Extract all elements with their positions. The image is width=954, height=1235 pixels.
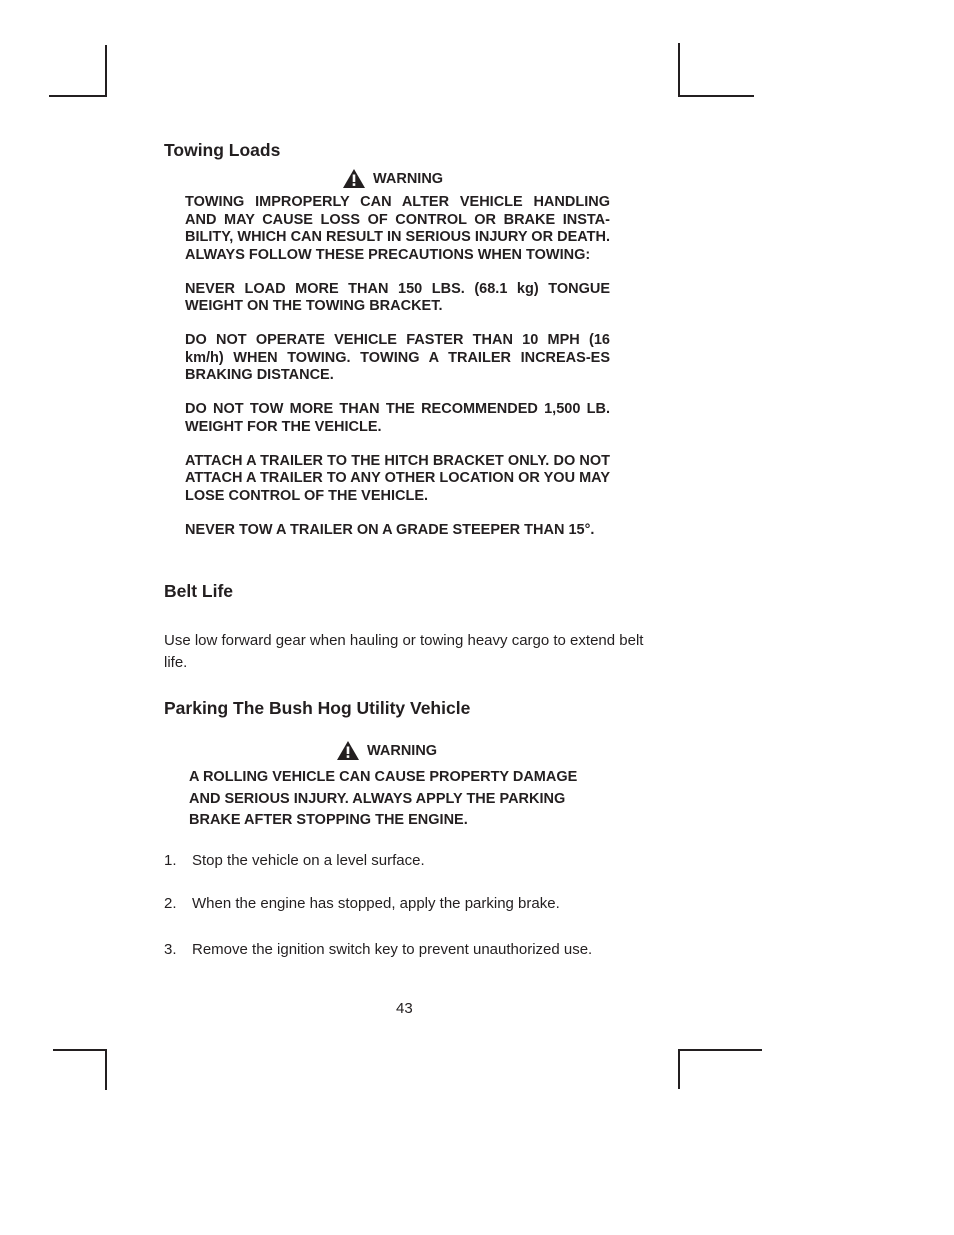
crop-mark-top-right-vertical: [678, 43, 680, 97]
step-number: 3.: [164, 941, 177, 958]
warning-triangle-icon: [337, 741, 359, 760]
towing-warning-title: [343, 169, 443, 188]
list-item: [164, 895, 560, 912]
step-number: 1.: [164, 852, 177, 869]
warning-paragraph: ATTACH A TRAILER TO THE HITCH BRACKET ONLY. DO NOT ATTACH A TRAILER TO ANY OTHER LOCATION OR YOU MAY LOSE CONTROL OF THE VEHICLE.: [185, 452, 610, 504]
parking-heading: Parking The Bush Hog Utility Vehicle: [164, 698, 471, 718]
crop-mark-bottom-left-horizontal: [53, 1049, 107, 1051]
warning-paragraph: NEVER LOAD MORE THAN 150 LBS. (68.1 kg) TONGUE WEIGHT ON THE TOWING BRACKET.: [185, 280, 610, 314]
warning-paragraph: TOWING IMPROPERLY CAN ALTER VEHICLE HANDLING AND MAY CAUSE LOSS OF CONTROL OR BRAKE INSTA-BILITY, WHICH CAN RESULT IN SERIOUS INJURY OR DEATH. ALWAYS FOLLOW THESE PRECAUTIONS WHEN TOWING:: [185, 194, 610, 263]
crop-mark-bottom-left-vertical: [105, 1049, 107, 1090]
warning-paragraph: DO NOT TOW MORE THAN THE RECOMMENDED 1,500 LB. WEIGHT FOR THE VEHICLE.: [185, 401, 610, 435]
belt-life-text: Use low forward gear when hauling or towing heavy cargo to extend belt life.: [164, 632, 644, 671]
warning-paragraph: A ROLLING VEHICLE CAN CAUSE PROPERTY DAMAGE AND SERIOUS INJURY. ALWAYS APPLY THE PARKING BRAKE AFTER STOPPING THE ENGINE.: [189, 769, 578, 828]
step-text: Stop the vehicle on a level surface.: [192, 852, 425, 869]
crop-mark-top-right-horizontal: [678, 95, 754, 97]
belt-life-heading: Belt Life: [164, 581, 234, 601]
list-item: [164, 852, 425, 869]
parking-warning-title: [337, 741, 437, 760]
crop-mark-top-left-horizontal: [49, 95, 107, 97]
parking-warning-text: [189, 767, 611, 832]
crop-mark-top-left-vertical: [105, 45, 107, 97]
warning-paragraph: NEVER TOW A TRAILER ON A GRADE STEEPER THAN 15°.: [185, 521, 595, 538]
warning-label: WARNING: [373, 170, 444, 187]
crop-mark-bottom-right-vertical: [678, 1049, 680, 1089]
list-item: [164, 941, 592, 958]
warning-label: WARNING: [367, 742, 438, 759]
step-number: 2.: [164, 895, 177, 912]
page-number: 43: [396, 1000, 413, 1017]
step-text: When the engine has stopped, apply the parking brake.: [192, 895, 560, 912]
step-text: Remove the ignition switch key to prevent unauthorized use.: [192, 941, 593, 958]
towing-warning-text: [185, 194, 610, 556]
warning-paragraph: DO NOT OPERATE VEHICLE FASTER THAN 10 MPH (16 km/h) WHEN TOWING. TOWING A TRAILER INCREAS-ES BRAKING DISTANCE.: [185, 332, 610, 383]
crop-mark-bottom-right-horizontal: [678, 1049, 762, 1051]
warning-triangle-icon: [343, 169, 365, 188]
towing-loads-heading: Towing Loads: [164, 140, 281, 160]
